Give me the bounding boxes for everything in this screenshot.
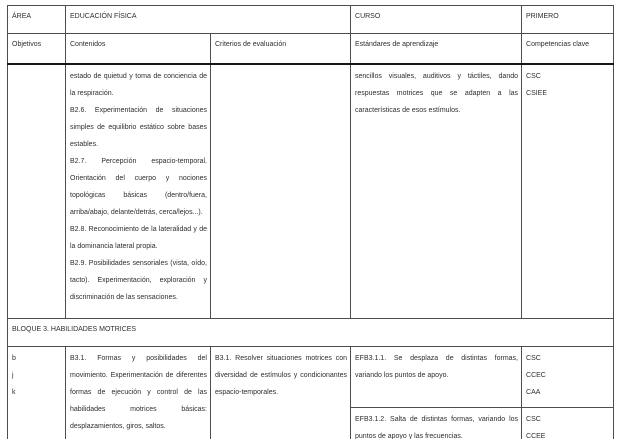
objetivo-letter: j (12, 372, 14, 379)
bloque2-content-row (8, 64, 614, 319)
contenidos-item-b2-6: B2.6. Experimentación de situaciones simples de equilibrio estático sobre bases estables. (70, 107, 207, 148)
estandar-efb312-cell (351, 408, 522, 439)
column-header-estandares: Estándares de aprendizaje (351, 34, 522, 65)
cell-curso-value: PRIMERO (522, 6, 614, 34)
objetivo-letter: b (12, 355, 16, 362)
criterios-item-b3-1: B3.1. Resolver situaciones motrices con diversidad de estímulos y condicionantes espacio-temporales. (215, 355, 348, 396)
bloque2-contenidos-cell (66, 64, 211, 319)
estandar-efb311-competencias-cell (522, 347, 614, 408)
competencia-code: CSIEE (526, 90, 548, 97)
contenidos-item-continuation: estado de quietud y toma de conciencia de la respiración. (70, 73, 207, 97)
bloque3-objetivos-cell (8, 347, 66, 439)
column-header-contenidos: Contenidos (66, 34, 211, 65)
contenidos-item-b3-1: B3.1. Formas y posibilidades del movimiento. Experimentación de diferentes formas de ejecución y control de las habilidades motrices básicas: desplazamientos, giros, saltos. (70, 355, 207, 430)
bloque2-competencias-cell (522, 64, 614, 319)
competencia-code: CSC (526, 355, 541, 362)
cell-curso-label: CURSO (351, 6, 522, 34)
column-header-objetivos: Objetivos (8, 34, 66, 65)
estandar-efb311-cell (351, 347, 522, 408)
objetivo-letter: k (12, 389, 16, 396)
bloque3-title-row (8, 319, 614, 347)
estandar-efb312-competencias-cell (522, 408, 614, 439)
column-header-competencias: Competencias clave (522, 34, 614, 65)
competencia-code: CAA (526, 389, 541, 396)
estandar-efb311-text: EFB3.1.1. Se desplaza de distintas formas, variando los puntos de apoyo. (355, 355, 519, 379)
bloque3-criterios-cell (211, 347, 351, 439)
bloque3-content-row-1 (8, 347, 614, 408)
cell-area-label: ÁREA (8, 6, 66, 34)
contenidos-item-b2-7: B2.7. Percepción espacio-temporal. Orientación del cuerpo y nociones topológicas básicas (dentro/fuera, arriba/abajo, delante/detrás, cerca/lejos...). (70, 158, 207, 216)
table-header-row (8, 6, 614, 34)
cell-area-value: EDUCACIÓN FÍSICA (66, 6, 351, 34)
contenidos-item-b2-9: B2.9. Posibilidades sensoriales (vista, oído, tacto). Experimentación, exploración y discriminación de las sensaciones. (70, 260, 207, 301)
bloque2-criterios-cell-empty (211, 64, 351, 319)
column-header-criterios: Criterios de evaluación (211, 34, 351, 65)
bloque3-title-cell: BLOQUE 3. HABILIDADES MOTRICES (8, 319, 614, 347)
bloque3-contenidos-cell (66, 347, 211, 439)
competencia-code: CCEE (526, 433, 546, 439)
estandares-item-continuation: sencillos visuales, auditivos y táctiles, dando respuestas motrices que se adapten a las características de esos estímulos. (355, 73, 519, 114)
competencia-code: CCEC (526, 372, 546, 379)
bloque2-estandares-cell (351, 64, 522, 319)
competencia-code: CSC (526, 416, 541, 423)
curriculum-table (7, 5, 614, 439)
estandar-efb312-text: EFB3.1.2. Salta de distintas formas, variando los puntos de apoyo y las frecuencias. (355, 416, 519, 439)
competencia-code: CSC (526, 73, 541, 80)
contenidos-item-b2-8: B2.8. Reconocimiento de la lateralidad y de la dominancia lateral propia. (70, 226, 207, 250)
table-subheader-row (8, 34, 614, 65)
bloque2-objetivos-cell-empty (8, 64, 66, 319)
